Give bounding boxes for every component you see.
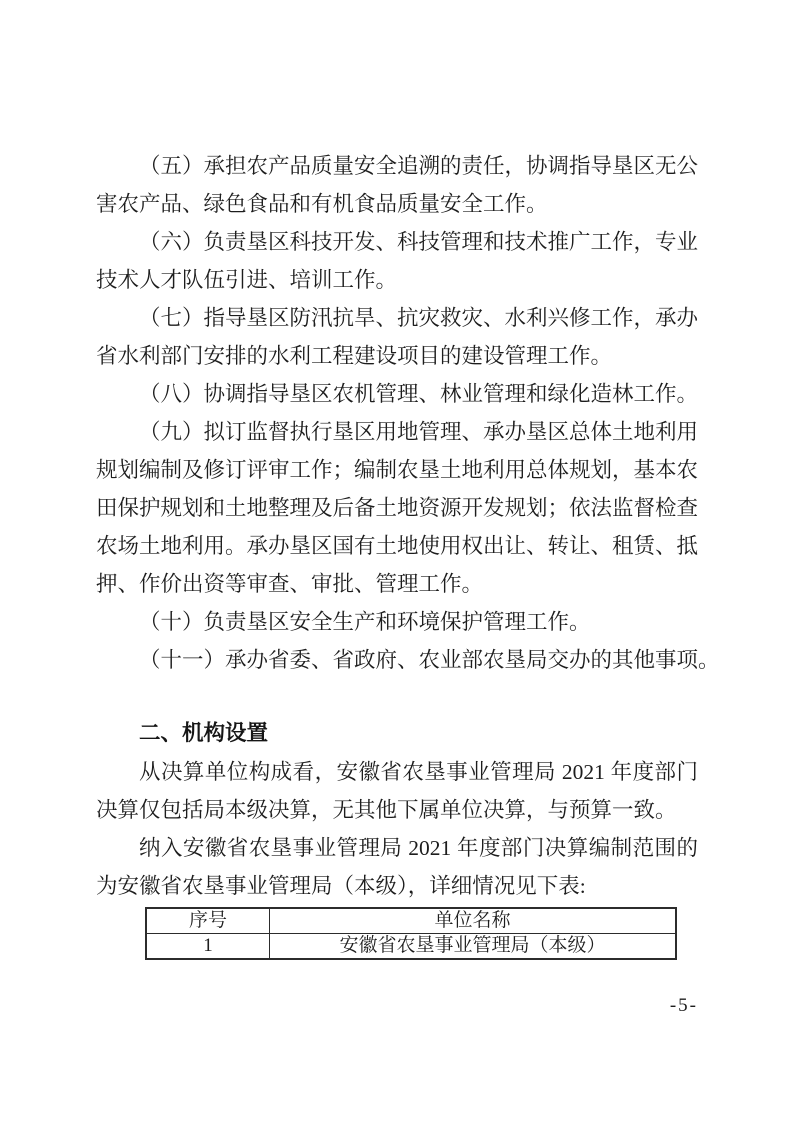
table-cell: 1 (146, 934, 270, 960)
paragraph (96, 413, 698, 603)
text-line: （八）协调指导垦区农机管理、林业管理和绿化造林工作。 (139, 382, 699, 406)
paragraph (96, 829, 698, 905)
text-line: 省水利部门安排的水利工程建设项目的建设管理工作。 (96, 344, 613, 368)
text-line: 规划编制及修订评审工作；编制农垦土地利用总体规划，基本农 (96, 458, 699, 482)
text-line: （六）负责垦区科技开发、科技管理和技术推广工作，专业 (139, 230, 699, 254)
paragraph (96, 641, 720, 679)
page-number: -5- (669, 995, 698, 1016)
paragraph (96, 299, 698, 375)
table-header-cell-no: 序号 (146, 908, 270, 934)
table-header-cell-name: 单位名称 (270, 908, 677, 934)
text-line: 从决算单位构成看，安徽省农垦事业管理局 2021 年度部门 (139, 760, 698, 784)
table-cell: 安徽省农垦事业管理局（本级） (270, 934, 677, 960)
table-header-row (146, 908, 676, 934)
text-line: （十）负责垦区安全生产和环境保护管理工作。 (139, 610, 591, 634)
text-line: （五）承担农产品质量安全追溯的责任，协调指导垦区无公 (139, 154, 699, 178)
main-duties-list (96, 147, 720, 679)
paragraph (96, 223, 698, 299)
text-line: （七）指导垦区防汛抗旱、抗灾救灾、水利兴修工作，承办 (139, 306, 699, 330)
document-body (96, 147, 720, 960)
table-body (146, 934, 676, 960)
paragraph (96, 147, 698, 223)
section-heading: 二、机构设置 (139, 721, 269, 746)
units-table (145, 907, 677, 960)
text-line: 为安徽省农垦事业管理局（本级），详细情况见下表: (96, 874, 586, 898)
text-line: （九）拟订监督执行垦区用地管理、承办垦区总体土地利用 (139, 420, 699, 444)
table-head (146, 908, 676, 934)
text-line: 田保护规划和土地整理及后备土地资源开发规划；依法监督检查 (96, 496, 699, 520)
text-line: （十一）承办省委、省政府、农业部农垦局交办的其他事项。 (139, 648, 720, 672)
section-body (96, 753, 698, 905)
text-line: 害农产品、绿色食品和有机食品质量安全工作。 (96, 192, 548, 216)
text-line: 技术人才队伍引进、培训工作。 (96, 268, 398, 292)
paragraph (96, 603, 698, 641)
text-line: 决算仅包括局本级决算，无其他下属单位决算，与预算一致。 (96, 798, 677, 822)
text-line: 押、作价出资等审查、审批、管理工作。 (96, 572, 484, 596)
paragraph (96, 375, 698, 413)
text-line: 纳入安徽省农垦事业管理局 2021 年度部门决算编制范围的 (139, 836, 698, 860)
paragraph (96, 753, 698, 829)
table-row (146, 934, 676, 960)
text-line: 农场土地利用。承办垦区国有土地使用权出让、转让、租赁、抵 (96, 534, 699, 558)
